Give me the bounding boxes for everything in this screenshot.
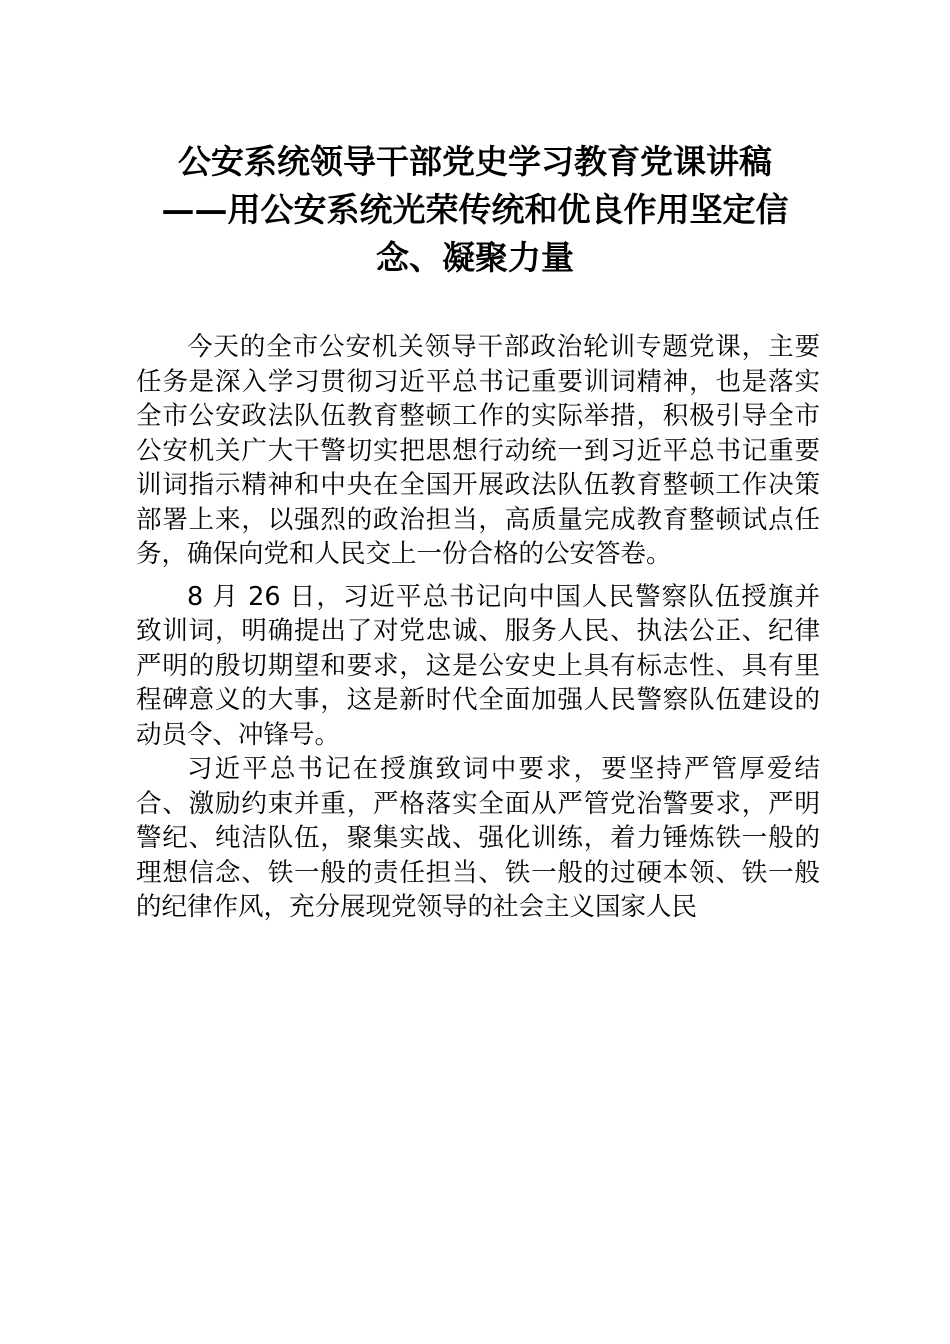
paragraph-1: 今天的全市公安机关领导干部政治轮训专题党课，主要任务是深入学习贯彻习近平总书记重要训词精神，也是落实全市公安政法队伍教育整顿工作的实际举措，积极引导全市公安机关广大干警切实把思想行动统一到习近平总书记重要训词指示精神和中央在全国开展政法队伍教育整顿工作决策部署上来，以强烈的政治担当，高质量完成教育整顿试点任务，确保向党和人民交上一份合格的公安答卷。: [136, 332, 820, 569]
document-body: [136, 330, 820, 925]
title-line-1: 公安系统领导干部党史学习教育党课讲稿: [178, 142, 772, 181]
document-title: [135, 138, 815, 282]
paragraph-2: 8 月 26 日，习近平总书记向中国人民警察队伍授旗并致训词，明确提出了对党忠诚、服务人民、执法公正、纪律严明的殷切期望和要求，这是公安史上具有标志性、具有里程碑意义的大事，这是新时代全面加强人民警察队伍建设的动员令、冲锋号。: [136, 581, 820, 750]
paragraph-3: 习近平总书记在授旗致词中要求，要坚持严管厚爱结合、激励约束并重，严格落实全面从严管党治警要求，严明警纪、纯洁队伍，聚集实战、强化训练，着力锤炼铁一般的理想信念、铁一般的责任担当、铁一般的过硬本领、铁一般的纪律作风，充分展现党领导的社会主义国家人民: [136, 754, 820, 922]
title-line-3: 念、凝聚力量: [376, 238, 574, 277]
title-line-2: ——用公安系统光荣传统和优良作用坚定信: [161, 190, 789, 229]
